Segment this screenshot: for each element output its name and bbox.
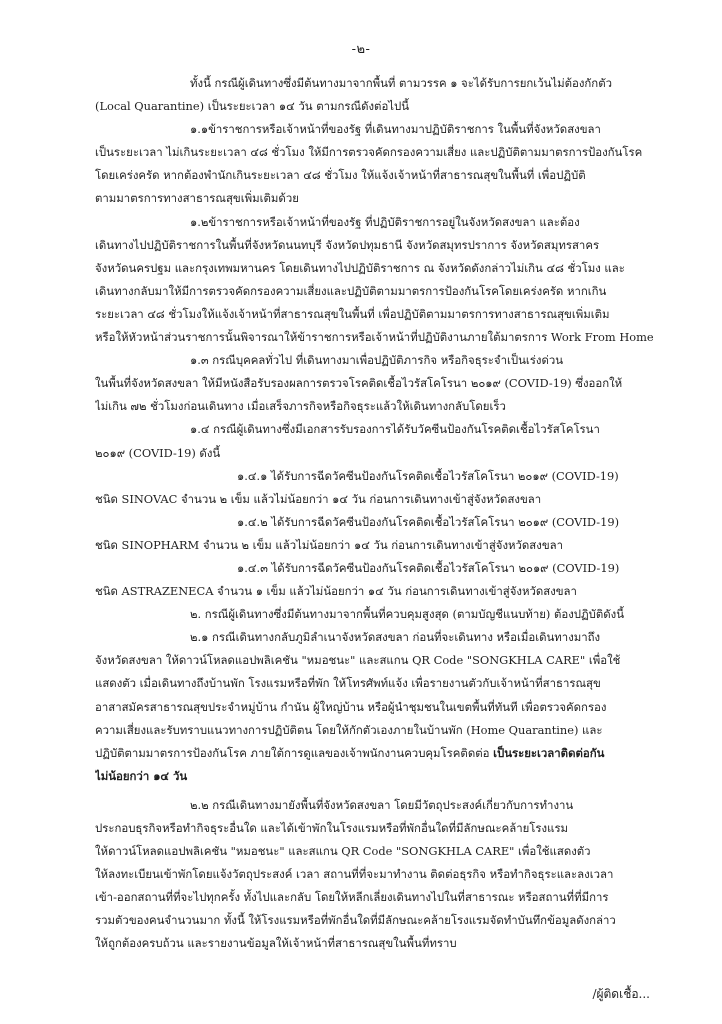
line-text: ๑.๒ข้าราชการหรือเจ้าหน้าที่ของรัฐ ที่ปฏิบัติราชการอยู่ในจังหวัดสงขลา และต้อง xyxy=(190,214,580,229)
text-line xyxy=(95,511,675,534)
text-line xyxy=(95,649,675,672)
text-line xyxy=(95,257,675,280)
line-text: โดยเคร่งครัด หากต้องพำนักเกินระยะเวลา ๔๘ ชั่วโมง ให้แจ้งเจ้าหน้าที่สาธารณสุขในพื้นที่ เพื่อปฏิบัติ xyxy=(95,168,586,183)
text-line xyxy=(95,95,675,118)
line-text: ๒.๒ กรณีเดินทางมายังพื้นที่จังหวัดสงขลา โดยมีวัตถุประสงค์เกี่ยวกับการทำงาน xyxy=(190,797,574,812)
text-line xyxy=(95,164,675,187)
line-text: ๑.๔.๓ ได้รับการฉีดวัคซีนป้องกันโรคติดเชื้อไวรัสโคโรนา ๒๐๑๙ (COVID-19) xyxy=(237,560,620,575)
line-text: อาสาสมัครสาธารณสุขประจำหมู่บ้าน กำนัน ผู้ใหญ่บ้าน หรือผู้นำชุมชนในเขตพื้นที่ทันที เพื่อตรวจคัดกรอง xyxy=(95,699,607,714)
text-line xyxy=(95,280,675,303)
text-line xyxy=(95,442,675,465)
text-line xyxy=(95,211,675,234)
text-line xyxy=(95,626,675,649)
line-text: ๒.๑ กรณีเดินทางกลับภูมิลำเนาจังหวัดสงขลา ก่อนที่จะเดินทาง หรือเมื่อเดินทางมาถึง xyxy=(190,630,601,645)
line-text: ชนิด SINOPHARM จำนวน ๒ เข็ม แล้วไม่น้อยกว่า ๑๔ วัน ก่อนการเดินทางเข้าสู่จังหวัดสงขลา xyxy=(95,537,563,552)
text-line xyxy=(95,72,675,95)
text-line xyxy=(95,372,675,395)
text-line xyxy=(95,465,675,488)
text-line xyxy=(95,118,675,141)
text-line xyxy=(95,696,675,719)
line-text: ๑.๔ กรณีผู้เดินทางซึ่งมีเอกสารรับรองการได้รับวัคซีนป้องกันโรคติดเชื้อไวรัสโคโรนา xyxy=(190,422,600,437)
emphasized-text: ไม่น้อยกว่า ๑๔ วัน xyxy=(95,768,188,783)
emphasized-text: เป็นระยะเวลาติดต่อกัน xyxy=(493,745,605,760)
line-text: ความเสี่ยงและรับทราบแนวทางการปฏิบัติตน โดยให้กักตัวเองภายในบ้านพัก (Home Quarantine) และ xyxy=(95,722,603,737)
text-line xyxy=(95,580,675,603)
line-text: ไม่เกิน ๗๒ ชั่วโมงก่อนเดินทาง เมื่อเสร็จภารกิจหรือกิจธุระแล้วให้เดินทางกลับโดยเร็ว xyxy=(95,399,506,414)
line-text: ๑.๔.๑ ได้รับการฉีดวัคซีนป้องกันโรคติดเชื้อไวรัสโคโรนา ๒๐๑๙ (COVID-19) xyxy=(237,468,619,483)
text-line xyxy=(95,187,675,210)
text-line xyxy=(95,234,675,257)
line-text: (Local Quarantine) เป็นระยะเวลา ๑๔ วัน ตามกรณีดังต่อไปนี้ xyxy=(95,99,410,114)
text-line xyxy=(95,326,675,349)
line-text: ๑.๑ข้าราชการหรือเจ้าหน้าที่ของรัฐ ที่เดินทางมาปฏิบัติราชการ ในพื้นที่จังหวัดสงขลา xyxy=(190,122,601,137)
line-text: ปฏิบัติตามมาตรการป้องกันโรค ภายใต้การดูแลของเจ้าพนักงานควบคุมโรคติดต่อ xyxy=(95,745,490,760)
line-text: เดินทางไปปฏิบัติราชการในพื้นที่จังหวัดนนทบุรี จังหวัดปทุมธานี จังหวัดสมุทรปราการ จังหวัดสมุทรสาคร xyxy=(95,237,600,252)
line-text: ทั้งนี้ กรณีผู้เดินทางซึ่งมีต้นทางมาจากพื้นที่ ตามวรรค ๑ จะได้รับการยกเว้นไม่ต้องกักตัว xyxy=(190,76,612,90)
line-text: ระยะเวลา ๔๘ ชั่วโมงให้แจ้งเจ้าหน้าที่สาธารณสุขในพื้นที่ เพื่อปฏิบัติตามมาตรการทางสาธารณสุขเพิ่มเติม xyxy=(95,306,610,321)
continuation-marker: /ผู้ติดเชื้อ... xyxy=(592,987,650,1001)
text-line xyxy=(95,557,675,580)
line-text: ๒๐๑๙ (COVID-19) ดังนี้ xyxy=(95,445,221,460)
text-line xyxy=(95,840,675,863)
line-text: ให้ลงทะเบียนเข้าพักโดยแจ้งวัตถุประสงค์ เวลา สถานที่ที่จะมาทำงาน ติดต่อธุรกิจ หรือทำกิจธุระและลงเวลา xyxy=(95,867,614,882)
text-line xyxy=(95,719,675,742)
document-body xyxy=(95,72,675,956)
text-line xyxy=(95,303,675,326)
text-line xyxy=(95,886,675,909)
line-text: ประกอบธุรกิจหรือทำกิจธุระอื่นใด และได้เข้าพักในโรงแรมหรือที่พักอื่นใดที่มีลักษณะคล้ายโรงแรม xyxy=(95,821,569,835)
text-line xyxy=(95,534,675,557)
text-line xyxy=(95,932,675,955)
line-text: ตามมาตรการทางสาธารณสุขเพิ่มเติมด้วย xyxy=(95,191,299,206)
text-line xyxy=(95,909,675,932)
text-line xyxy=(95,603,675,626)
text-line xyxy=(95,349,675,372)
text-line xyxy=(95,794,675,817)
line-text: ๒. กรณีผู้เดินทางซึ่งมีต้นทางมาจากพื้นที่ควบคุมสูงสุด (ตามบัญชีแนบท้าย) ต้องปฏิบัติดังนี้ xyxy=(190,607,625,622)
line-text: ให้ดาวน์โหลดแอปพลิเคชัน "หมอชนะ" และสแกน QR Code "SONGKHLA CARE" เพื่อใช้แสดงตัว xyxy=(95,844,591,859)
text-line xyxy=(95,742,675,765)
text-line xyxy=(95,395,675,418)
line-text: ๑.๔.๒ ได้รับการฉีดวัคซีนป้องกันโรคติดเชื้อไวรัสโคโรนา ๒๐๑๙ (COVID-19) xyxy=(237,514,620,529)
line-text: แสดงตัว เมื่อเดินทางถึงบ้านพัก โรงแรมหรือที่พัก ให้โทรศัพท์แจ้ง เพื่อรายงานตัวกับเจ้าหน้าที่สาธารณสุข xyxy=(95,676,601,691)
line-text: ชนิด ASTRAZENECA จำนวน ๑ เข็ม แล้วไม่น้อยกว่า ๑๔ วัน ก่อนการเดินทางเข้าสู่จังหวัดสงขลา xyxy=(95,584,577,599)
line-text: ๑.๓ กรณีบุคคลทั่วไป ที่เดินทางมาเพื่อปฏิบัติภารกิจ หรือกิจธุระจำเป็นเร่งด่วน xyxy=(190,353,564,368)
text-line xyxy=(95,418,675,441)
line-text: หรือให้หัวหน้าส่วนราชการนั้นพิจารณาให้ข้าราชการหรือเจ้าหน้าที่ปฏิบัติงานภายใต้มาตรการ Work From Home xyxy=(95,330,654,345)
text-line xyxy=(95,817,675,840)
text-line xyxy=(95,672,675,695)
line-text: จังหวัดนครปฐม และกรุงเทพมหานคร โดยเดินทางไปปฏิบัติราชการ ณ จังหวัดดังกล่าวไม่เกิน ๔๘ ชั่วโมง และ xyxy=(95,260,625,275)
text-line xyxy=(95,488,675,511)
line-text: รวมตัวของคนจำนวนมาก ทั้งนี้ ให้โรงแรมหรือที่พักอื่นใดที่มีลักษณะคล้ายโรงแรมจัดทำบันทึกข้อมูลดังกล่าว xyxy=(95,913,616,928)
line-text: ให้ถูกต้องครบถ้วน และรายงานข้อมูลให้เจ้าหน้าที่สาธารณสุขในพื้นที่ทราบ xyxy=(95,936,457,951)
text-line xyxy=(95,863,675,886)
line-text: เข้า-ออกสถานที่ที่จะไปทุกครั้ง ทั้งไปและกลับ โดยให้หลีกเลี่ยงเดินทางไปในที่สาธารณะ หรือสถานที่ที่มีการ xyxy=(95,890,609,905)
text-line xyxy=(95,141,675,164)
text-line xyxy=(95,765,675,788)
line-text: เดินทางกลับมาให้มีการตรวจคัดกรองความเสี่ยงและปฏิบัติตามมาตรการป้องกันโรคโดยเคร่งครัด หากเกิน xyxy=(95,283,607,298)
line-text: จังหวัดสงขลา ให้ดาวน์โหลดแอปพลิเคชัน "หมอชนะ" และสแกน QR Code "SONGKHLA CARE" เพื่อใช้ xyxy=(95,653,621,668)
page-number: -๒- xyxy=(351,42,371,57)
line-text: ชนิด SINOVAC จำนวน ๒ เข็ม แล้วไม่น้อยกว่า ๑๔ วัน ก่อนการเดินทางเข้าสู่จังหวัดสงขลา xyxy=(95,491,542,506)
line-text: ในพื้นที่จังหวัดสงขลา ให้มีหนังสือรับรองผลการตรวจโรคติดเชื้อไวรัสโคโรนา ๒๐๑๙ (COVID-19) ซึ่งออกให้ xyxy=(95,376,623,391)
line-text: เป็นระยะเวลา ไม่เกินระยะเวลา ๔๘ ชั่วโมง ให้มีการตรวจคัดกรองความเสี่ยง และปฏิบัติตามมาตรการป้องกันโรค xyxy=(95,145,643,160)
